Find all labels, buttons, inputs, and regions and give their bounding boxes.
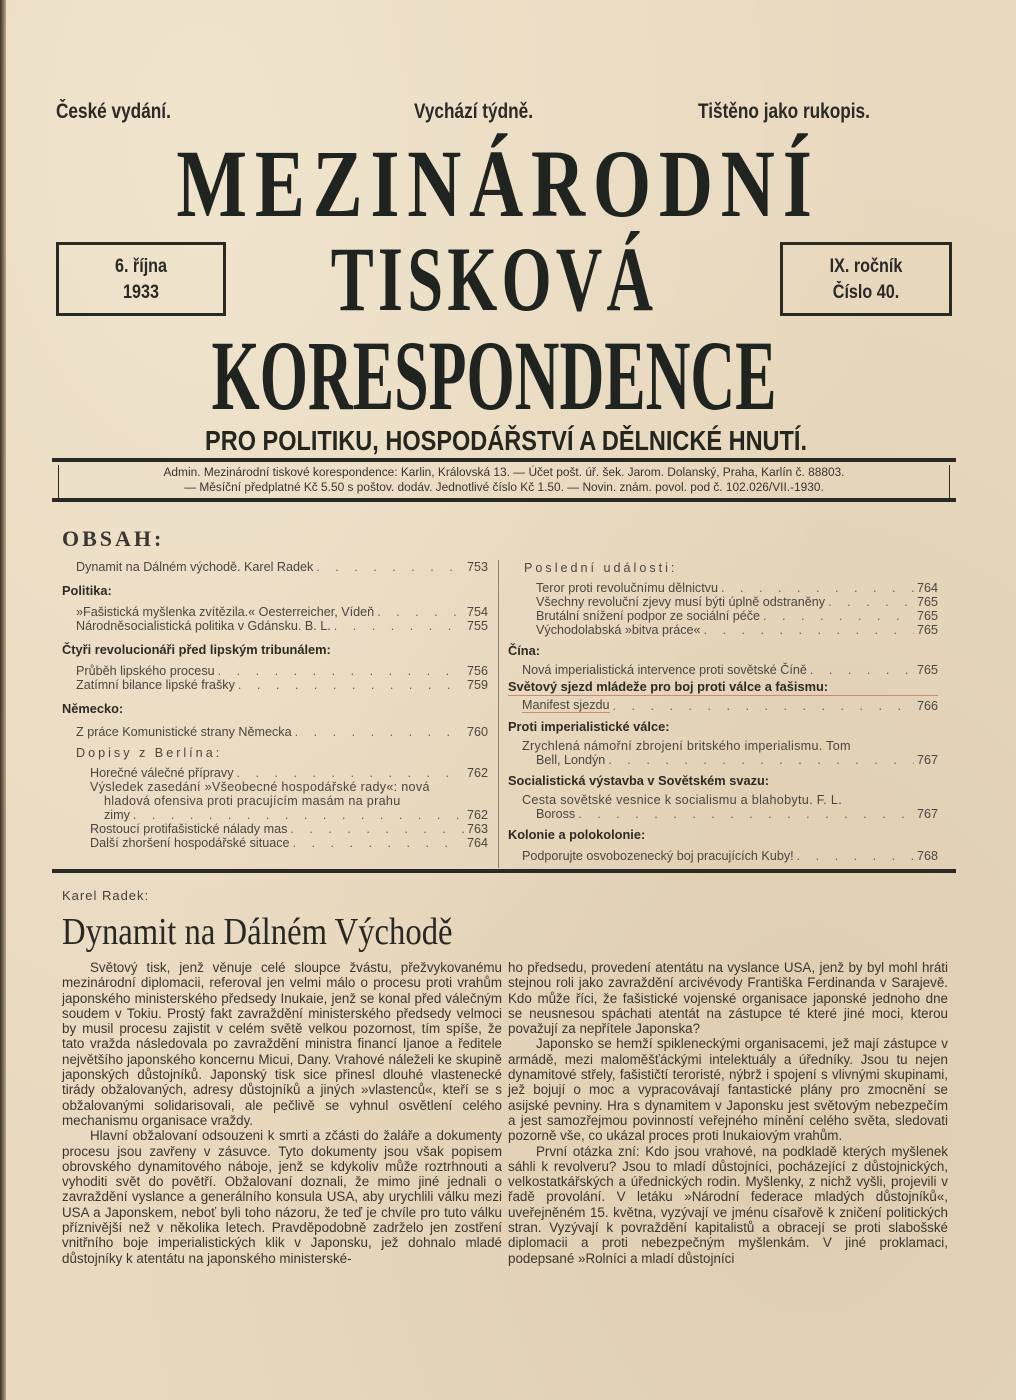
toc-section-heading: Kolonie a polokolonie: xyxy=(508,827,646,842)
masthead-line-3: KORESPONDENCE xyxy=(211,320,777,431)
article-byline: Karel Radek: xyxy=(62,888,150,903)
toc-entry[interactable]: Východolabská »bitva práce« . . . 765 xyxy=(536,623,938,637)
edition-label: České vydání. xyxy=(56,100,171,123)
toc-section-heading: Proti imperialistické válce: xyxy=(508,719,670,734)
article-paragraph: Japonsko se hemží spikleneckými organisacemi, jež mají zástupce v armádě, mezi maloměšťáckými intelektuály a úředníky. Jsou tu nejen dynamitové střely, fašističtí teroristé, nýbrž i spojení s vlivnými skupinami, jež bojují o moc a vypracovávají fantastické plány pro zmocnění se asijské pevniny. Hra s dynamitem v Japonsku jest světovým nebezpečím a jest samozřejmou povinností veřejného mínění celého světa, sledovati pozorně vše, co ukázal proces proti Inukaiovým vrahům. xyxy=(508,1036,948,1144)
article-paragraph: První otázka zní: Kdo jsou vrahové, na podkladě kterých myšlenek sáhli k revolveru? Jsou to mladí důstojníci, pocházející z důstojnických, velkostatkářských a úřednických rodin. Myšlenky, z nichž vyšli, projevili v řadě provolání. V letáku »Národní federace mladých důstojníků«, uveřejněném 15. května, vyzývají ve jménu císařově k zničení politických stran. Vyzývají k povraždění kapitalistů a obracejí se proti slabošské diplomacii a proti nebezpečným myšlenkám. V jiné proklamaci, podepsané »Rolníci a mladí důstojníci xyxy=(508,1143,948,1266)
toc-section-heading: Čtyři revolucionáři před lipským tribunálem: xyxy=(62,642,331,657)
toc-section-heading: Čína: xyxy=(508,643,540,658)
date-box xyxy=(56,242,226,316)
toc-entry[interactable]: Zatímní bilance lipské frašky . . . 759 xyxy=(76,678,488,692)
toc-entry[interactable]: Průběh lipského procesu . . . 756 xyxy=(76,664,488,678)
toc-section-heading: Politika: xyxy=(62,583,112,598)
section-divider-rule xyxy=(52,869,956,873)
masthead-line-2: TISKOVÁ xyxy=(330,228,658,330)
frequency-label: Vychází týdně. xyxy=(414,100,533,123)
toc-section-heading: Německo: xyxy=(62,701,124,716)
article-paragraph: Světový tisk, jenž věnuje celé sloupce žvástu, přežvykovanému mezinárodní diplomacii, referoval jen velmi málo o procesu proti vrahům japonského ministerského předsedy Inukaie, jenž se konal před válečným soudem v Tokiu. Prostý fakt zavraždění ministerského předsedy velmoci by musil procesu zajistit v celém světě velkou pozornost, tím spíše, že tato vražda následovala po zavraždění ministra financí Ijanoe a ředitele největšího japonského koncernu Micui, Dany. Vrahové náleželi ke skupině japonských důstojníků. Japonský tisk sice přinesl dlouhé vlastenecké tirády obžalovaných, adresy důstojníků a jiných »vlastenců«, kteří se s obžalovanými solidarisovali, ale pečlivě se vyhnul osvětlení celého mechanismu organisace vraždy. xyxy=(62,960,502,1128)
issue-number: Číslo 40. xyxy=(832,282,900,303)
toc-entry[interactable]: Dynamit na Dálném východě. Karel Radek . . . 753 xyxy=(76,560,488,574)
toc-entry[interactable]: Výsledek zasedání »Všeobecné hospodářské rady«: nová hladová ofensiva proti pracujícím masám na prahu zimy . . . 762 xyxy=(90,780,488,822)
admin-info-box xyxy=(52,458,956,502)
toc-title: OBSAH: xyxy=(62,526,165,551)
toc-entry[interactable]: Cesta sovětské vesnice k socialismu a blahobytu. F. L. Boross . . . 767 xyxy=(522,793,938,821)
admin-line-1: Admin. Mezinárodní tiskové korespondence: Karlin, Královská 13. — Účet pošt. úř. šek. Jarom. Dolanský, Praha, Karlín č. 88803. xyxy=(163,465,845,479)
toc-section-heading: Světový sjezd mládeže pro boj proti válce a fašismu: xyxy=(508,679,938,696)
date-day: 6. října xyxy=(114,256,168,277)
toc-entry[interactable]: »Fašistická myšlenka zvítězila.« Oesterreicher, Vídeň . . . 754 xyxy=(76,605,488,619)
toc-entry[interactable]: Podporujte osvobozenecký boj pracujících Kuby! . . . 768 xyxy=(522,849,938,863)
toc-entry[interactable]: Všechny revoluční zjevy musí býti úplně odstraněny . . . 765 xyxy=(536,595,938,609)
toc-entry[interactable]: Národněsocialistická politika v Gdánsku. B. L. . . . 755 xyxy=(76,619,488,633)
print-note-label: Tištěno jako rukopis. xyxy=(698,100,870,123)
toc-entry[interactable]: Manifest sjezdu . . . 766 xyxy=(522,698,938,713)
toc-entry[interactable]: Nová imperialistická intervence proti sovětské Číně . . . 765 xyxy=(522,663,938,677)
toc-section-heading: Socialistická výstavba v Sovětském svazu: xyxy=(508,773,770,788)
volume-label: IX. ročník xyxy=(829,256,903,277)
toc-left-column xyxy=(62,556,488,850)
toc-entry[interactable]: Rostoucí protifašistické nálady mas . . . 763 xyxy=(90,822,488,836)
article-column-right xyxy=(508,960,948,1266)
masthead-subtitle: PRO POLITIKU, HOSPODÁŘSTVÍ A DĚLNICKÉ HNUTÍ. xyxy=(205,425,807,456)
toc-entry[interactable]: Zrychlená námořní zbrojení britského imperialismu. Tom Bell, Londýn . . . 767 xyxy=(522,739,938,767)
article-headline: Dynamit na Dálném Východě xyxy=(62,911,453,953)
masthead-line-1: MEZINÁRODNÍ xyxy=(176,130,820,237)
toc-entry[interactable]: Z práce Komunistické strany Německa . . . 760 xyxy=(76,725,488,739)
issue-box xyxy=(780,242,952,316)
toc-entry[interactable]: Teror proti revolučnímu dělnictvu . . . 764 xyxy=(536,581,938,595)
toc-right-column xyxy=(508,556,938,863)
date-year: 1933 xyxy=(123,282,159,303)
toc-subheading: Dopisy z Berlína: xyxy=(76,746,223,760)
toc-entry[interactable]: Brutální snížení podpor ze sociální péče . . . 765 xyxy=(536,609,938,623)
toc-entry[interactable]: Horečné válečné přípravy . . . 762 xyxy=(90,766,488,780)
page-edge-shadow xyxy=(0,0,6,1400)
article-paragraph: ho předsedu, provedení atentátu na vyslance USA, jenž by byl mohl hráti stejnou roli jako zavraždění arcivévody Františka Ferdinanda v Sarajevě. Kdo může říci, že fašistické vojenské organisace japonské jednoho dne se neusnesou spáchati atentát na zástupce té které jiné moci, kterou považují za nepřítele Japonska? xyxy=(508,960,948,1037)
article-column-left xyxy=(62,960,502,1266)
admin-line-2: — Měsíční předplatné Kč 5.50 s poštov. dodáv. Jednotlivé číslo Kč 1.50. — Novin. znám. povol. pod č. 102.026/VII.-1930. xyxy=(184,480,824,494)
toc-column-divider xyxy=(498,560,499,868)
toc-subheading: Poslední události: xyxy=(524,561,678,575)
toc-entry[interactable]: Další zhoršení hospodářské situace . . . 764 xyxy=(90,836,488,850)
article-paragraph: Hlavní obžalovaní odsouzeni k smrti a zčásti do žaláře a dokumenty procesu jsou zavřeny v zásuvce. Tyto dokumenty jsou však popisem obrovského dynamitového náboje, jenž se kdykoliv může roztrhnouti a vyhoditi svět do povětří. Obžalovaní doznali, že mimo jiné jednali o zavraždění vyslance a generálního konsula USA, aby urychlili válku mezi USA a Japonskem, neboť byli toho názoru, že teď je chvíle pro tuto válku příznivější než v několika letech. Pravděpodobně zadrželo jen zostření vnitřního boje imperialistických klik v Japonsku, jež dohnalo mladé důstojníky k atentátu na japonského ministerské- xyxy=(62,1128,502,1266)
